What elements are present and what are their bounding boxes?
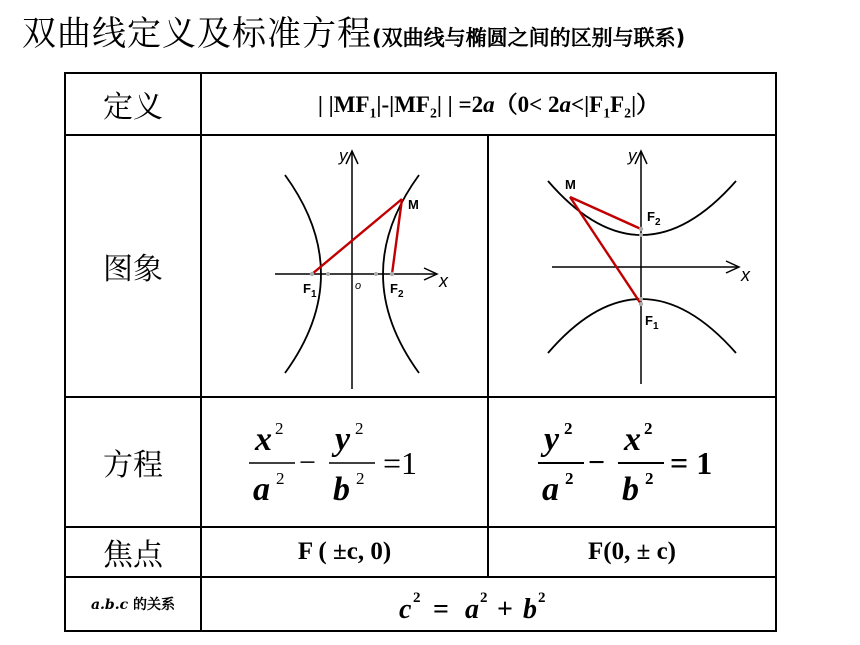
vertex-dot [639,297,643,301]
vertex-dot [374,272,378,276]
eq-den: b [622,471,639,508]
figure-right-cell [488,135,776,397]
row-foci [65,527,776,577]
def-part: |） [631,92,660,118]
lower-branch [548,299,736,353]
f-sub: 2 [654,216,661,228]
title-subtitle: (双曲线与椭圆之间的区别与联系) [372,26,686,50]
relation-vars: a.b.c [90,597,129,613]
rel-b: b [522,594,537,625]
eq-rhs: =1 [382,445,417,481]
title-main: 双曲线定义及标准方程 [22,14,372,54]
def-part: |-|MF [376,92,430,118]
eq-exp: 2 [644,419,653,438]
def-sub: 2 [429,105,437,121]
foci-label: 焦点 [65,527,201,577]
equation-left-cell [201,397,488,527]
eq-exp: 2 [645,469,654,488]
focus-1-label [645,313,659,332]
foci-right: F(0, ± c) [488,527,776,577]
def-sub: 1 [369,105,377,121]
y-axis-label: y [628,145,637,165]
f-letter: F [302,280,311,296]
eq-exp: 2 [274,419,283,438]
y-axis-label: y [338,145,347,165]
eq-exp: 2 [565,469,574,488]
eq-num: x [624,421,641,458]
f-sub: 1 [652,320,659,332]
point-m-label: M [565,176,576,192]
rel-exp: 2 [412,590,420,606]
row-equation [65,397,776,527]
relation-label [65,577,201,631]
eq-den: a [252,471,270,508]
eq-num: y [544,421,560,458]
eq-den: b [332,471,350,508]
eq-num: y [334,421,350,458]
focus-2-label [390,281,404,300]
def-a: a [483,92,495,118]
def-sub: 2 [624,105,632,121]
definition-label: 定义 [65,73,201,135]
hyperbola-vertical-graph [492,139,772,394]
eq-den: a [542,471,559,508]
point-m-label: M [407,196,419,212]
equation-vertical [522,412,742,512]
row-figure [65,135,776,397]
rel-exp: 2 [479,590,487,606]
eq-exp: 2 [355,469,364,488]
focus-2-label [647,209,661,228]
rel-a: a [464,594,479,625]
relation-formula-cell [201,577,776,631]
row-definition [65,73,776,135]
eq-minus: − [588,446,606,479]
equation-horizontal [235,412,455,512]
foci-left: F ( ±c, 0) [201,527,488,577]
focus-1-dot [639,301,643,305]
def-part: <|F [570,92,604,118]
f-sub: 2 [397,288,404,300]
def-a: a [559,92,571,118]
relation-formula [389,582,589,626]
def-part: | | =2 [436,92,484,118]
f-sub: 1 [310,288,317,300]
eq-exp: 2 [564,419,573,438]
def-part: F [610,92,625,118]
rel-eq: = [432,594,449,625]
eq-minus: − [298,446,316,479]
vertex-dot [326,272,330,276]
comparison-table [64,72,777,632]
equation-label: 方程 [65,397,201,527]
figure-left-cell [201,135,488,397]
hyperbola-horizontal-graph [205,139,485,394]
f-letter: F [389,280,398,296]
focus-2-dot [389,271,393,275]
def-sub: 1 [603,105,611,121]
page-title [22,6,685,55]
focus-1-dot [309,271,313,275]
focus-1-label [303,281,317,300]
def-part: （0< 2 [494,92,560,118]
f-letter: F [645,312,653,328]
definition-formula [201,73,776,135]
eq-num: x [254,421,272,458]
eq-exp: 2 [275,469,284,488]
row-relation [65,577,776,631]
x-axis-label: x [438,270,448,291]
rel-exp: 2 [537,590,545,606]
rel-c: c [398,594,411,625]
vertex-dot [639,233,643,237]
f-letter: F [647,208,655,224]
equation-right-cell [488,397,776,527]
origin-label: o [354,279,361,292]
eq-exp: 2 [354,419,363,438]
focus-2-dot [639,226,643,230]
x-axis-label: x [741,264,750,285]
figure-label: 图象 [65,135,201,397]
rel-plus: + [496,594,513,625]
eq-rhs: = 1 [670,445,713,481]
relation-label-text: 的关系 [128,597,175,613]
def-part: | |MF [317,92,370,118]
